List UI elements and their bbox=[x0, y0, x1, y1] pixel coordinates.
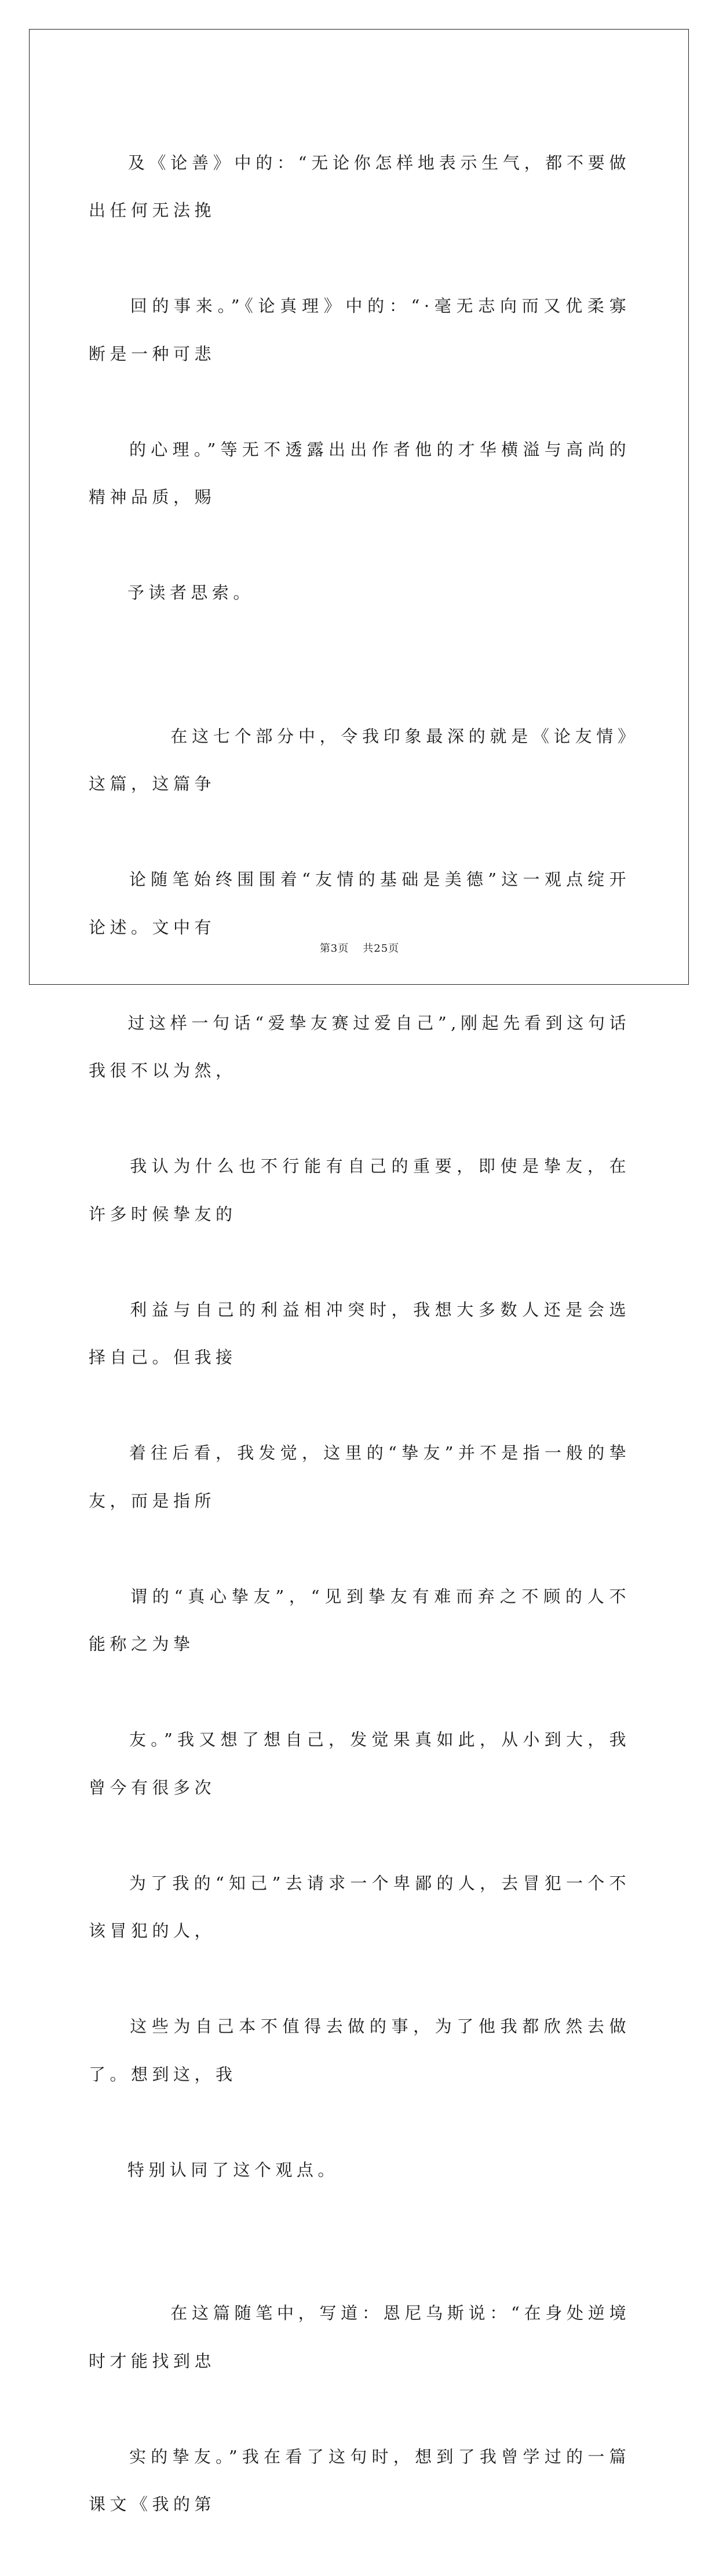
text-line: 实的挚友。”我在看了这句时，想到了我曾学过的一篇课文《我的第 bbox=[89, 2447, 630, 2515]
text-line: 友。”我又想了想自己，发觉果真如此，从小到大，我曾今有很多次 bbox=[89, 1730, 630, 1797]
paragraph bbox=[89, 2242, 630, 2576]
text-line: 为了我的“知己”去请求一个卑鄙的人，去冒犯一个不该冒犯的人， bbox=[89, 1873, 630, 1941]
text-line: 在这篇随笔中，写道：恩尼乌斯说：“在身处逆境时才能找到忠 bbox=[89, 2303, 630, 2371]
text-line: 利益与自己的利益相冲突时，我想大多数人还是会选择自己。但我接 bbox=[89, 1300, 630, 1368]
text-line: 回的事来。”《论真理》中的：“·毫无志向而又优柔寡断是一种可悲 bbox=[89, 296, 630, 364]
text-line: 在这七个部分中，令我印象最深的就是《论友情》这篇，这篇争 bbox=[89, 726, 630, 794]
page-number: 第3页 bbox=[320, 940, 349, 955]
text-line: 论随笔始终围围着“友情的基础是美德”这一观点绽开论述。文中有 bbox=[89, 869, 630, 937]
text-line: 这些为自己本不值得去做的事，为了他我都欣然去做了。想到这，我 bbox=[89, 2016, 630, 2084]
document-body bbox=[89, 91, 630, 2576]
text-line: 及《论善》中的：“无论你怎样地表示生气，都不要做出任何无法挽 bbox=[89, 153, 630, 221]
page-total: 共25页 bbox=[363, 940, 399, 955]
paragraph bbox=[89, 664, 630, 2242]
paragraph bbox=[89, 91, 630, 664]
text-line: 着往后看，我发觉，这里的“挚友”并不是指一般的挚友，而是指所 bbox=[89, 1443, 630, 1511]
text-line: 过这样一句话“爱挚友赛过爱自己”,刚起先看到这句话我很不以为然， bbox=[89, 1013, 630, 1081]
text-line: 予读者思索。 bbox=[127, 583, 254, 602]
page-footer bbox=[0, 940, 719, 955]
text-line: 我认为什么也不行能有自己的重要，即使是挚友，在许多时候挚友的 bbox=[89, 1156, 630, 1224]
text-line: 特别认同了这个观点。 bbox=[127, 2160, 339, 2180]
text-line: 谓的“真心挚友”，“见到挚友有难而弃之不顾的人不能称之为挚 bbox=[89, 1587, 630, 1654]
text-line: 的心理。”等无不透露出出作者他的才华横溢与高尚的精神品质，赐 bbox=[89, 440, 630, 507]
